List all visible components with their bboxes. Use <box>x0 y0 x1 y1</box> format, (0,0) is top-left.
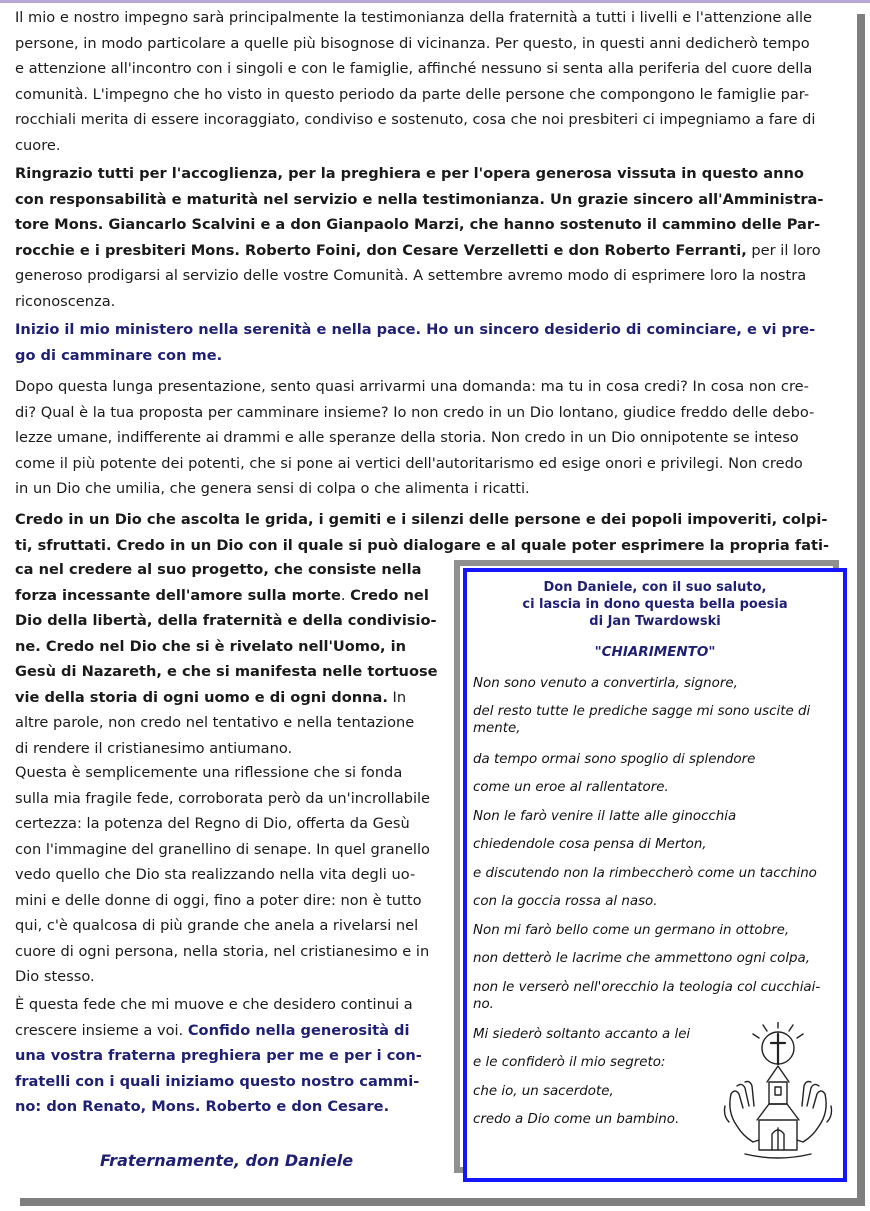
poem-line: mente, <box>473 721 521 736</box>
paragraph-ringraziamenti <box>15 161 853 314</box>
paragraph-riflessione <box>15 760 447 990</box>
text-line: Gesù di Nazareth, e che si manifesta nelle tortuose <box>15 663 438 680</box>
poem-line: chiedendole cosa pensa di Merton, <box>473 837 707 852</box>
text-bold: Credo nel <box>350 586 429 604</box>
text-line: di? Qual è la tua proposta per camminare insieme? Io non credo in un Dio lontano, giudice freddo delle debo- <box>15 403 815 421</box>
text-normal: per il loro <box>746 241 821 259</box>
poem-line: come un eroe al rallentatore. <box>473 780 669 795</box>
poem-line: Mi siederò soltanto accanto a lei <box>473 1027 691 1042</box>
paragraph-impegno <box>15 5 853 158</box>
text-line: persone, in modo particolare a quelle più bisognose di vicinanza. Per questo, in questi anni dedicherò tempo <box>15 34 810 52</box>
text-line: con l'immagine del granellino di senape. In quel granello <box>15 840 430 858</box>
poem-intro-line: Don Daniele, con il suo saluto, <box>543 580 767 595</box>
text-line: sulla mia fragile fede, corroborata però da un'incrollabile <box>15 789 431 807</box>
paragraph-inizio-ministero <box>15 317 853 368</box>
text-line: Inizio il mio ministero nella serenità e nella pace. Ho un sincero desiderio di cominciare, e vi pre- <box>15 321 816 338</box>
paragraph-credo-column <box>15 557 447 761</box>
text-bold: vie della storia di ogni uomo e di ogni donna. <box>15 688 388 706</box>
poem-line: credo a Dio come un bambino. <box>473 1112 680 1127</box>
text-line: una vostra fraterna preghiera per me e per i con- <box>15 1047 422 1064</box>
text-line <box>15 583 447 609</box>
text-line: in un Dio che umilia, che genera sensi di colpa o che alimenta i ricatti. <box>15 480 530 497</box>
poem-line: Non le farò venire il latte alle ginocchia <box>473 809 737 824</box>
page-shadow-right <box>857 14 865 1204</box>
text-line: di rendere il cristianesimo antiumano. <box>15 739 293 757</box>
text-line: generoso prodigarsi al servizio delle vostre Comunità. A settembre avremo modo di esprimere loro la nostra <box>15 267 807 284</box>
text-line: e attenzione all'incontro con i singoli e con le famiglie, affinché nessuno si senta alla periferia del cuore della <box>15 60 813 77</box>
poem-line: no. <box>473 997 494 1012</box>
text-line <box>15 685 447 711</box>
text-line: lezze umane, indifferente ai drammi e alle speranze della storia. Non credo in un Dio onnipotente se inteso <box>15 429 799 446</box>
poem-line: e le confiderò il mio segreto: <box>473 1055 666 1070</box>
text-line: Dio della libertà, della fraternità e della condivisio- <box>15 612 437 629</box>
text-line: ti, sfruttati. Credo in un Dio con il quale si può dialogare e al quale poter esprimere la propria fati- <box>15 536 830 554</box>
poem-intro-line: ci lascia in dono questa bella poesia <box>522 597 788 612</box>
paragraph-non-credo <box>15 374 853 502</box>
text-line: Dio stesso. <box>15 968 95 985</box>
poem-line: non detterò le lacrime che ammettono ogni colpa, <box>473 951 811 966</box>
poem-line: del resto tutte le prediche sagge mi sono uscite di <box>473 704 811 719</box>
poem-intro-line: di Jan Twardowski <box>589 614 721 629</box>
text-line: riconoscenza. <box>15 292 116 310</box>
poem-intro <box>467 579 843 630</box>
poem-line: che io, un sacerdote, <box>473 1084 614 1099</box>
text-bold: forza incessante dell'amore sulla morte <box>15 586 341 604</box>
text-line: no: don Renato, Mons. Roberto e don Cesare. <box>15 1098 390 1115</box>
text-line: Credo in un Dio che ascolta le grida, i gemiti e i silenzi delle persone e dei popoli impoveriti, colpi- <box>15 511 828 528</box>
text-line: comunità. L'impegno che ho visto in questo periodo da parte delle persone che compongono le famiglie par- <box>15 85 810 103</box>
text-line: cuore. <box>15 136 61 154</box>
signature: Fraternamente, don Daniele <box>100 1151 354 1170</box>
text-line: qui, c'è qualcosa di più grande che anela a rivelarsi nel <box>15 917 419 934</box>
text-line: come il più potente dei potenti, che si pone ai vertici dell'autoritarismo ed esige onori e privilegi. Non credo <box>15 454 803 472</box>
text-line: Dopo questa lunga presentazione, sento quasi arrivarmi una domanda: ma tu in cosa credi? In cosa non cre- <box>15 378 809 395</box>
poem-title: "CHIARIMENTO" <box>594 644 716 660</box>
text-line: Questa è semplicemente una riflessione che si fonda <box>15 764 403 781</box>
text-navy: Confido nella generosità di <box>187 1021 410 1039</box>
text-normal: In <box>387 688 407 706</box>
text-line: È questa fede che mi muove e che desidero continui a <box>15 996 413 1013</box>
text-line: fratelli con i quali iniziamo questo nostro cammi- <box>15 1072 420 1090</box>
text-line: mini e delle donne di oggi, fino a poter dire: non è tutto <box>15 891 422 909</box>
paragraph-fede <box>15 992 447 1120</box>
text-line: tore Mons. Giancarlo Scalvini e a don Gianpaolo Marzi, che hanno sostenuto il cammino delle Par- <box>15 216 821 233</box>
poem-line: Non sono venuto a convertirla, signore, <box>473 676 738 691</box>
text-line <box>15 1018 447 1044</box>
poem-line: da tempo ormai sono spoglio di splendore <box>473 752 756 767</box>
text-line: ca nel credere al suo progetto, che consiste nella <box>15 561 422 578</box>
text-line: ne. Credo nel Dio che si è rivelato nell'Uomo, in <box>15 637 407 655</box>
text-line: Il mio e nostro impegno sarà principalmente la testimonianza della fraternità a tutti i livelli e l'attenzione alle <box>15 9 813 26</box>
text-bold: rocchie e i presbiteri Mons. Roberto Foini, don Cesare Verzelletti e don Roberto Ferranti, <box>15 241 747 259</box>
paragraph-credo <box>15 507 853 558</box>
text-line <box>15 238 853 264</box>
text-line: cuore di ogni persona, nella storia, nel cristianesimo e in <box>15 942 430 960</box>
poem-line: e discutendo non la rimbeccherò come un tacchino <box>473 866 817 881</box>
poem-line: non le verserò nell'orecchio la teologia col cucchiai- <box>473 980 821 995</box>
text-normal: . <box>340 586 351 604</box>
text-normal: crescere insieme a voi. <box>15 1021 188 1039</box>
top-rule <box>0 0 870 3</box>
poem-line: con la goccia rossa al naso. <box>473 894 658 909</box>
text-line: vedo quello che Dio sta realizzando nella vita degli uo- <box>15 866 416 883</box>
page-shadow-bottom <box>20 1198 865 1206</box>
poem-line: Non mi farò bello come un germano in ottobre, <box>473 923 790 938</box>
text-line: go di camminare con me. <box>15 346 223 364</box>
text-line: certezza: la potenza del Regno di Dio, offerta da Gesù <box>15 815 410 832</box>
text-line: con responsabilità e maturità nel servizio e nella testimonianza. Un grazie sincero all'Amministra- <box>15 190 824 208</box>
hands-church-icon <box>723 1022 833 1162</box>
text-line: Ringrazio tutti per l'accoglienza, per la preghiera e per l'opera generosa vissuta in questo anno <box>15 165 804 182</box>
text-line: altre parole, non credo nel tentativo e nella tentazione <box>15 714 415 731</box>
text-line: rocchiali merita di essere incoraggiato, condiviso e sostenuto, cosa che noi presbiteri ci impegniamo a fare di <box>15 111 816 128</box>
